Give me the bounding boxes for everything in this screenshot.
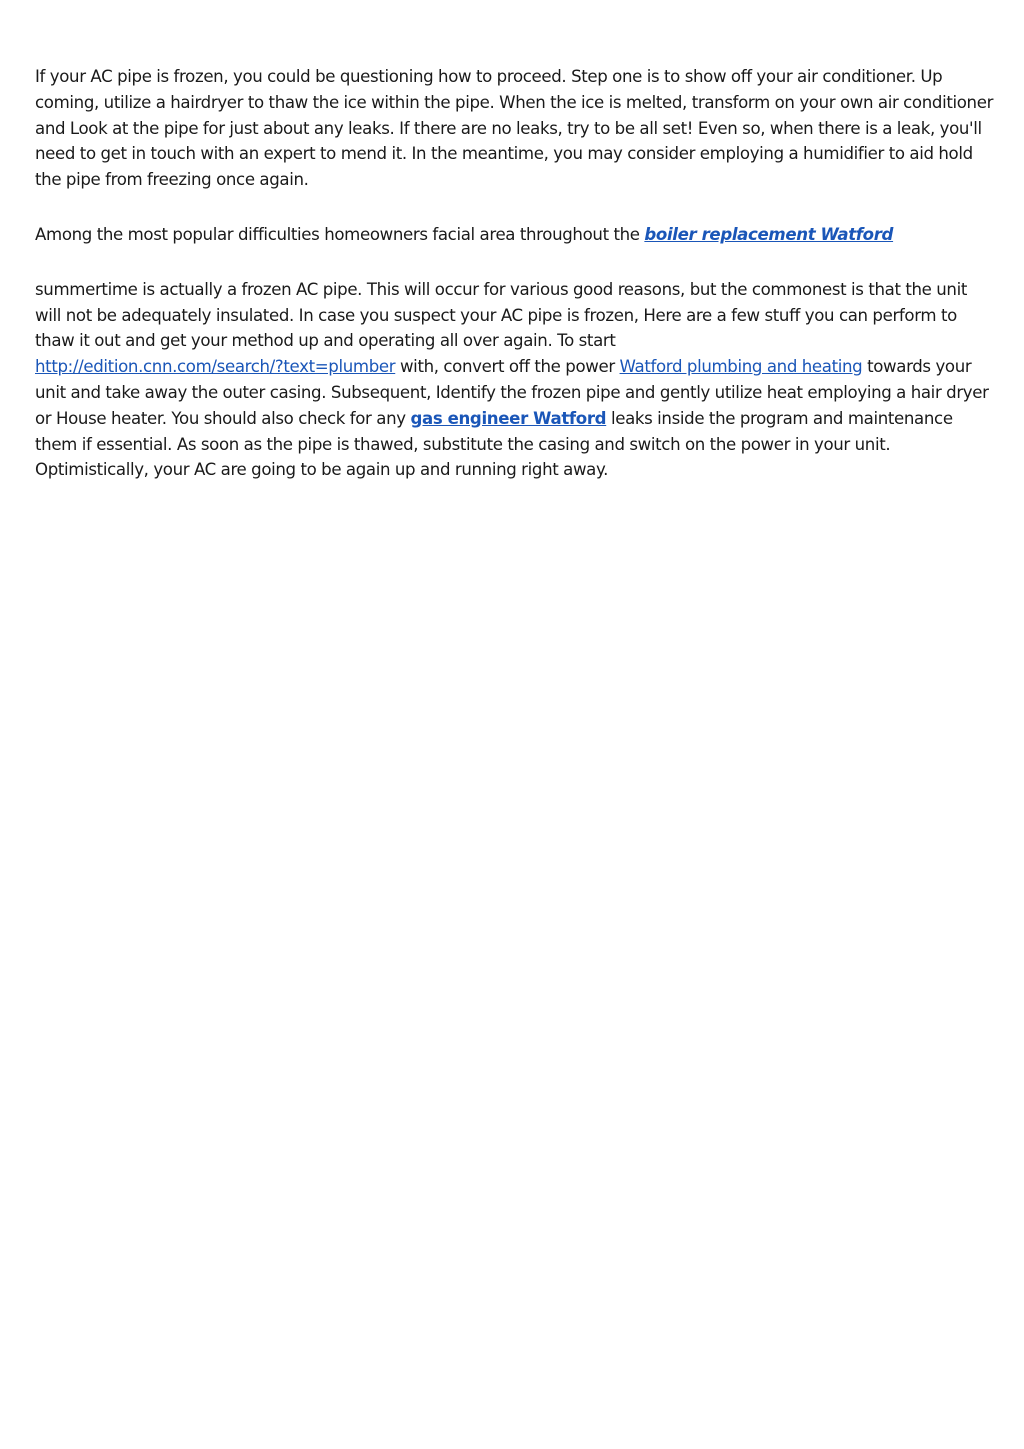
boiler-replacement-link[interactable]: boiler replacement Watford	[644, 224, 894, 244]
gas-engineer-link[interactable]: gas engineer Watford	[410, 408, 607, 428]
plumbing-heating-link[interactable]: Watford plumbing and heating	[619, 357, 863, 377]
paragraph-2-text: Among the most popular difficulties homeowners facial area throughout the	[35, 224, 645, 244]
document-body	[35, 64, 995, 483]
cnn-search-link[interactable]: http://edition.cnn.com/search/?text=plumber	[35, 357, 396, 377]
paragraph-3-text-a: summertime is actually a frozen AC pipe. This will occur for various good reasons, but the commonest is that the unit will not be adequately insulated. In case you suspect your AC pipe is frozen, Here are a few stuff you can perform to thaw it out and get your method up and operating all over again. To start	[35, 279, 967, 351]
paragraph-1: If your AC pipe is frozen, you could be questioning how to proceed. Step one is to show off your air conditioner. Up coming, utilize a hairdryer to thaw the ice within the pipe. When the ice is melted, transform on your own air conditioner and Look at the pipe for just about any leaks. If there are no leaks, try to be all set! Even so, when there is a leak, you'll need to get in touch with an expert to mend it. In the meantime, you may consider employing a humidifier to aid hold the pipe from freezing once again.	[35, 67, 994, 190]
paragraph-3	[35, 277, 995, 483]
paragraph-3-text-d: leaks inside the program and maintenance them if essential. As soon as the pipe is thawed, substitute the casing and switch on the power in your unit. Optimistically, your AC are going to be again up and running right away.	[35, 408, 953, 480]
paragraph-3-text-c: towards your unit and take away the outer casing. Subsequent, Identify the frozen pipe and gently utilize heat employing a hair dryer or House heater. You should also check for any	[35, 357, 989, 428]
paragraph-2	[35, 222, 995, 248]
paragraph-3-text-b: with, convert off the power	[395, 357, 620, 377]
